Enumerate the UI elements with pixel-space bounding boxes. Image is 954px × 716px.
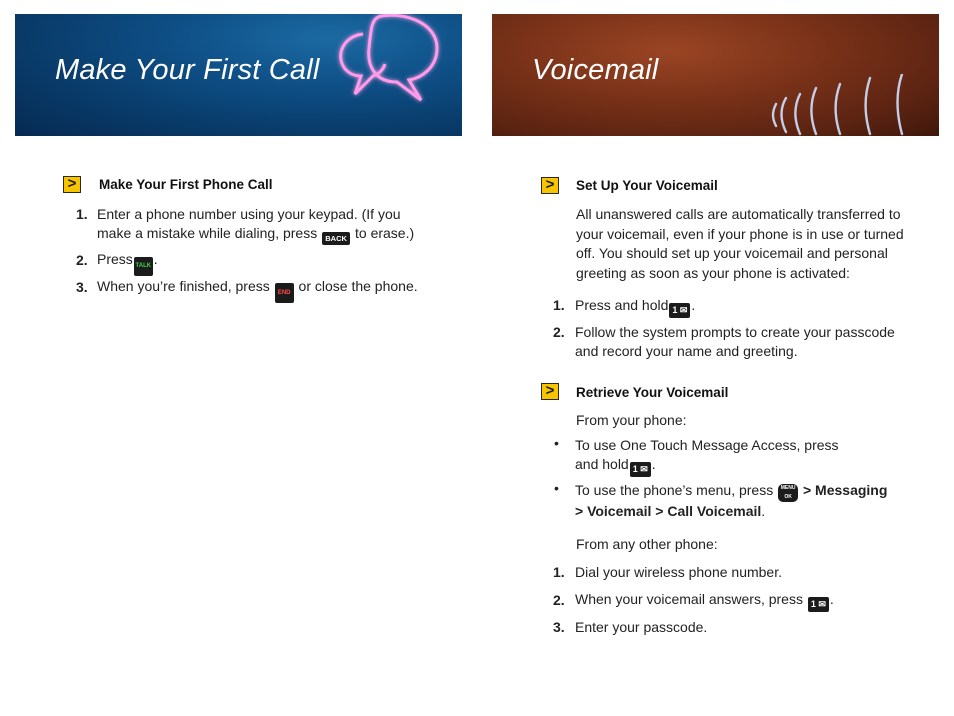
bullet-one-touch-access [575,436,875,477]
step-number: 3. [76,279,88,295]
bullet-text: To use the phone’s menu, press [575,482,774,498]
voicemail-banner [492,14,939,136]
step-text: or close the phone. [298,278,418,294]
setup-intro-paragraph: All unanswered calls are automatically transferred to your voicemail, even if your phone is in use or turned off. You should set up your voicemail and personal greeting as soon as your phone is activated: [576,206,904,281]
one-voicemail-key-icon: 1 ✉ [808,597,829,612]
heading-retrieve-voicemail: Retrieve Your Voicemail [576,385,729,400]
path-messaging: > Messaging [802,482,888,498]
step-number: 2. [553,592,565,608]
step-text: . [829,591,834,607]
step-number: 3. [553,619,565,635]
sound-waves-icon [762,74,932,136]
banner-title-first-call: Make Your First Call [55,54,320,86]
step-voicemail-answers [575,590,915,612]
step-number: 1. [553,297,565,313]
step-follow-prompts: Follow the system prompts to create your passcode and record your name and greeting. [575,324,895,359]
bullet-dot: • [554,435,559,451]
speech-bubbles-icon [333,14,443,104]
bullet-text: . [651,455,656,472]
step-text: When your voicemail answers, press [575,591,803,607]
bullet-text: . [761,503,766,519]
step-finish-call [97,277,437,303]
step-text: Enter a phone number using your keypad. (If you make a mistake while dialing, press [97,206,401,241]
step-enter-passcode: Enter your passcode. [575,619,708,635]
bullet-text: To use One Touch Message Access, press [575,437,839,453]
from-other-phone-label: From any other phone: [576,536,718,552]
back-key-icon: BACK [322,232,350,245]
step-text: . [153,251,158,267]
step-press-talk [97,250,427,276]
heading-setup-voicemail: Set Up Your Voicemail [576,178,718,193]
step-number: 1. [553,564,565,580]
step-text: Press and hold [575,297,669,313]
bullet-phone-menu [575,481,920,521]
step-number: 2. [76,252,88,268]
ok-key-label: OK [784,494,792,500]
bullet-text: and hold [575,455,629,472]
section-marker-chevron-icon: > [541,177,559,194]
step-number: 2. [553,324,565,340]
step-text: Press [97,251,133,267]
menu-ok-key-icon [778,484,798,502]
section-marker-chevron-icon: > [63,176,81,193]
banner-title-voicemail: Voicemail [532,54,659,86]
step-text: . [691,297,696,313]
make-first-call-banner [15,14,462,136]
from-your-phone-label: From your phone: [576,412,687,428]
path-voicemail: > Voicemail [575,503,652,519]
step-press-hold-one [575,296,915,318]
bullet-dot: • [554,480,559,496]
step-dial-number: Dial your wireless phone number. [575,564,782,580]
step-enter-number [97,205,427,245]
heading-first-phone-call: Make Your First Phone Call [99,177,273,192]
step-number: 1. [76,206,88,222]
menu-key-label: MENU [780,485,796,491]
one-voicemail-key-icon: 1 ✉ [630,462,651,477]
section-marker-chevron-icon: > [541,383,559,400]
one-voicemail-key-icon: 1 ✉ [669,303,690,318]
path-call-voicemail: > Call Voicemail [655,503,762,519]
end-key-icon: END [275,283,294,303]
step-text: When you’re finished, press [97,278,270,294]
talk-key-icon: TALK [134,257,153,276]
step-text: to erase.) [355,224,415,241]
